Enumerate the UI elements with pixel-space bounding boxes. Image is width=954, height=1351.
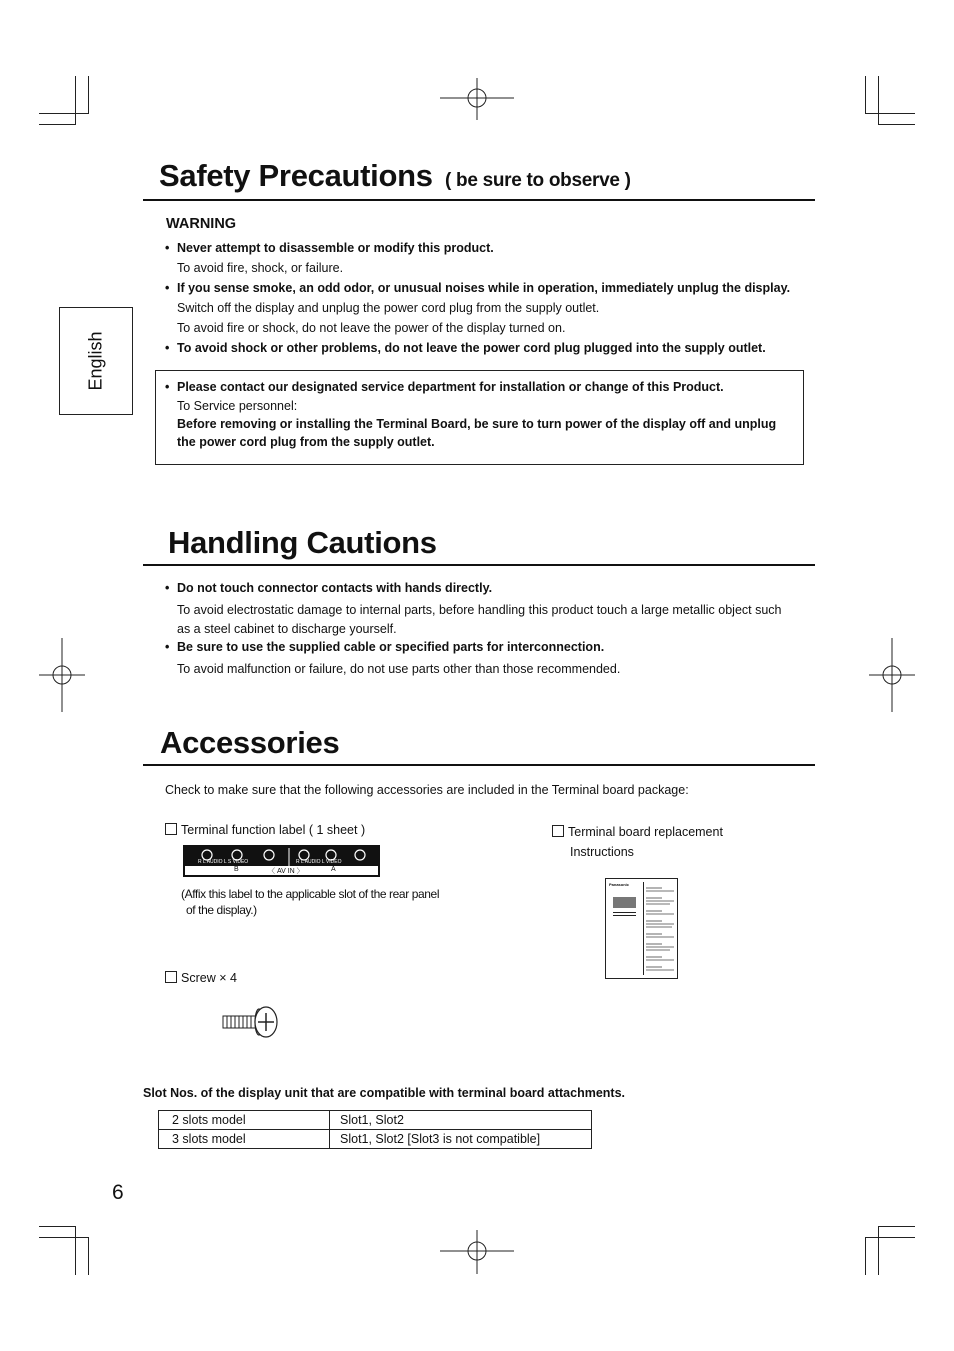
screw-item: Screw × 4 <box>165 968 237 988</box>
service-notice-item: • Please contact our designated service department for installation or change of this Product. <box>165 380 724 394</box>
handling-title: Handling Cautions <box>168 525 437 560</box>
safety-rule <box>143 199 815 201</box>
service-notice-warning: Before removing or installing the Terminal Board, be sure to turn power of the display off and unplug <box>177 417 777 431</box>
slots-model-cell: 3 slots model <box>159 1130 330 1149</box>
handling-item-1-detail: as a steel cabinet to discharge yourself. <box>177 622 397 636</box>
safety-title: Safety Precautions ( be sure to observe ) <box>159 158 631 193</box>
safety-item-2: • If you sense smoke, an odd odor, or unusual noises while in operation, immediately unplug the display. <box>165 281 791 295</box>
registration-mark-right <box>869 638 915 712</box>
slots-table <box>158 1110 592 1149</box>
language-tab-label: English <box>85 331 106 391</box>
booklet-text-lines <box>644 882 678 977</box>
safety-item-1-detail: To avoid fire, shock, or failure. <box>177 261 344 275</box>
checkbox-instructions-item <box>552 825 564 837</box>
accessories-rule <box>143 764 815 766</box>
slots-value-cell: Slot1, Slot2 <box>330 1111 592 1130</box>
safety-item-1: • Never attempt to disassemble or modify this product. <box>165 241 494 255</box>
instructions-item: Terminal board replacement <box>552 822 723 842</box>
label-note: (Affix this label to the applicable slot of the rear panel of the display.) <box>181 887 440 917</box>
service-notice-warning: the power cord plug from the supply outlet. <box>177 435 435 449</box>
accessories-intro: Check to make sure that the following accessories are included in the Terminal board package: <box>165 783 689 797</box>
label-mid-bottom: 〈 AV IN 〉 <box>268 868 304 875</box>
label-right-top: R L AUDIO L VIDEO <box>296 859 342 865</box>
booklet-brand: Panasonic <box>609 882 630 887</box>
page-number: 6 <box>112 1181 124 1204</box>
table-row <box>159 1111 592 1130</box>
checkbox-label-item <box>165 823 177 835</box>
checkbox-screw-item <box>165 971 177 983</box>
registration-mark-left <box>39 638 85 712</box>
handling-item-2-detail: To avoid malfunction or failure, do not use parts other than those recommended. <box>177 662 621 676</box>
label-left-bottom: B <box>234 866 239 873</box>
slots-value-cell: Slot1, Slot2 [Slot3 is not compatible] <box>330 1130 592 1149</box>
service-notice-line: To Service personnel: <box>177 399 298 413</box>
screw-icon <box>221 1005 281 1040</box>
warning-heading: WARNING <box>166 216 237 232</box>
language-tab <box>59 307 133 415</box>
registration-mark-top <box>440 78 514 120</box>
label-left-top: R L AUDIO L S VIDEO <box>198 859 249 865</box>
handling-rule <box>143 564 815 566</box>
handling-item-1-detail: To avoid electrostatic damage to internal parts, before handling this product touch a large metallic object such <box>177 603 782 617</box>
registration-mark-bottom <box>440 1230 514 1274</box>
label-right-bottom: A <box>331 866 336 873</box>
service-notice-box <box>155 370 804 465</box>
handling-item-1: • Do not touch connector contacts with hands directly. <box>165 581 493 595</box>
slots-model-cell: 2 slots model <box>159 1111 330 1130</box>
instructions-item-line2: Instructions <box>570 845 634 859</box>
handling-item-2: • Be sure to use the supplied cable or specified parts for interconnection. <box>165 640 605 654</box>
safety-item-3: • To avoid shock or other problems, do not leave the power cord plug plugged into the supply outlet. <box>165 341 766 355</box>
label-item: Terminal function label ( 1 sheet ) <box>165 820 365 840</box>
terminal-label-strip <box>183 845 380 877</box>
table-row <box>159 1130 592 1149</box>
safety-item-2-detail: To avoid fire or shock, do not leave the power of the display turned on. <box>177 321 566 335</box>
safety-item-2-detail: Switch off the display and unplug the power cord plug from the supply outlet. <box>177 301 600 315</box>
safety-subtitle: ( be sure to observe ) <box>445 170 631 191</box>
accessories-title: Accessories <box>160 725 340 760</box>
instructions-booklet-image <box>605 878 678 979</box>
slots-heading: Slot Nos. of the display unit that are compatible with terminal board attachments. <box>143 1086 626 1100</box>
